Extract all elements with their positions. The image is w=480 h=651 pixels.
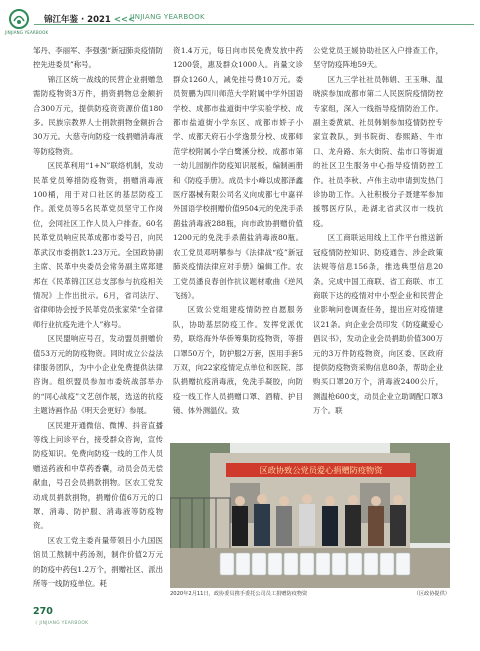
page-header	[0, 0, 480, 40]
paragraph: 锦江区统一战线的民营企业捐赠急需防疫物资3万件，捐资捐物总金额折合300万元，提供防疫资资源价值180多。民族宗教界人士捐款捐物金额折合30万元。大慈寺向防疫一线捐赠消毒液等防疫物资。	[33, 74, 163, 156]
paragraph: 区工商联运用线上工作平台推送新冠疫情防控知识、防疫通告、涉企政策法规等信息156条，推选典型信息20条。完成中国工商联、省工商联、市工商联下达的疫情对中小型企业和民营企业影响问卷调查任务，提出应对疫情建议21条。向企业会员印发《防疫藏爱心倡议书》，发动企业会员捐助价值300万元的3万件防疫物资，向区委、区政府提供防疫物资采购信息80条，帮助企业购买口罩20万个，消毒液2400公斤，测温枪600支，动员企业立助调配口罩3万个。联	[313, 233, 443, 416]
page-footer-sub: 《 JINJIANG YEARBOOK	[33, 621, 89, 626]
text-column-3	[313, 44, 443, 440]
paragraph: 区致公党组建疫情防控自愿服务队，协助基层防疫工作。发挥党派优势，联络海外华侨筹集防疫物资，等措口罩50万个，防护服2万套，医用手套5万双，向22家疫情定点单位和医院、部队捐赠抗疫消毒液，免洗手凝胶，向防疫一线工作人员捐赠口罩、酒精、护目镜、体外测温仪。致	[173, 305, 303, 416]
page-number: 270	[33, 606, 53, 617]
photo-illustration	[170, 443, 450, 588]
paragraph: 区民盟响应号召，发动盟员捐赠价值53万元的防疫物资。同时成立公益法律服务团队，为中小企业免费提供法律咨询。组织盟员参加市委统战部举办的“同心战疫”文艺创作展，选送的抗疫主题诗画作品《明天会更好》参展。	[33, 334, 163, 416]
paragraph: 区九三学社社员韩娟、王玉琳、温晓滨参加成都市第二人民医院疫情防控专家组，深入一线指导疫情防治工作。副主委黄斌、社员韩娟参加疫情防控专家宣教队，到书院街、春熙路、牛市口、龙舟路、东大街院、盐市口等街道的社区卫生服务中心指导疫情防控工作。社员李秋、卢伟主动申请到发热门诊协助工作。入社积极分子聂建军参加援鄂医疗队，赴湖北省武汉市一线抗疫。	[313, 74, 443, 228]
running-title-en: JINJIANG YEARBOOK	[130, 13, 205, 21]
paragraph: 区民革利用“1+N”联络机制，发动民革党员筹措防疫物资，捐赠消毒液100桶，用于对口社区的基层防疫工作。派党员等5名民革党员坚守工作岗位，会同社区工作人员入户排查。60名民革党员响应民革成都市委号召，向民革武汉市委捐款1.23万元。全国政协副主席、民革中央委员会常务副主席郑建邦在《民革锦江区总支部参与抗疫相关情况》上作出批示。6月，省司法厅、省律师协会授予民革党员张家荣“全省律师行业抗疫先进个人”称号。	[33, 161, 163, 329]
running-title-name: 锦江年鉴	[44, 15, 79, 25]
paragraph: 公党党员王媛协助社区入户排查工作，坚守防疫阵地59天。	[313, 46, 443, 70]
text-column-2	[173, 44, 303, 440]
banner-text: 区政协致公党员爱心捐赠防疫物资	[259, 465, 383, 475]
paragraph: 资1.4万元，每日向市民免费发放中药1200袋，惠及群众1000人。肖量文诊群众1260人，减免挂号费10万元。委员贺鹏为四川师范大学附属中学外国语学校、成都市盐道街中学实验学校、成都市盐道街小学东区、成都市娇子小学、成都天府石小学逸景分校、成都师范学校附属小学白鹭溪分校、成都市第一幼儿园制作防疫知识展板，编制画册和《防疫手册》。成员卡小峰以成都泽鑫医疗器械有限公司名义向成都七中嘉祥外国语学校捐赠价值9504元的免洗手杀菌盐消毒液288瓶，向市政协捐赠价值1200元的免洗手杀菌盐消毒液80瓶。农工党员邓明攀参与《法律战“疫”新冠肺炎疫情法律应对手册》编辑工作。农工党员潘良春创作抗议题材歌曲《逆风飞扬》。	[173, 46, 303, 300]
logo-text: JINJIANG YEARBOOK	[5, 30, 49, 35]
arrows-glyph: <<<	[113, 15, 136, 25]
photo-caption	[170, 590, 450, 597]
paragraph: 区民建开通微信、微博、抖音直播等线上问诊平台，接受群众咨询，宣传防疫知识。免费向防疫一线的工作人员赠送药液和中草药香囊，动员会员无偿献血，号召会员捐款捐物。区农工党发动成员捐款捐物，捐赠价值6万元的口罩、消毒、防护服、消毒液等防疫物资。	[33, 420, 163, 531]
donation-photo	[170, 443, 450, 588]
text-column-1	[33, 44, 163, 616]
paragraph: 邹丹、李丽军、李强强“新冠肺炎疫情防控先进委员”称号。	[33, 46, 163, 70]
header-rule	[34, 24, 474, 25]
paragraph: 区农工党主委肖量带领吕小九国医馆员工熬制中药汤剂，制作价值2万元的防疫中药包1.2万个，捐赠社区、派出所等一线防疫单位。耗	[33, 535, 163, 589]
caption-text: 2020年2月11日，政协委员携手委托公司员工捐赠防疫物资	[170, 591, 308, 597]
running-title-year: · 2021	[80, 15, 111, 25]
caption-credit: （区政协提供）	[413, 591, 450, 597]
yearbook-logo-icon	[8, 8, 30, 30]
